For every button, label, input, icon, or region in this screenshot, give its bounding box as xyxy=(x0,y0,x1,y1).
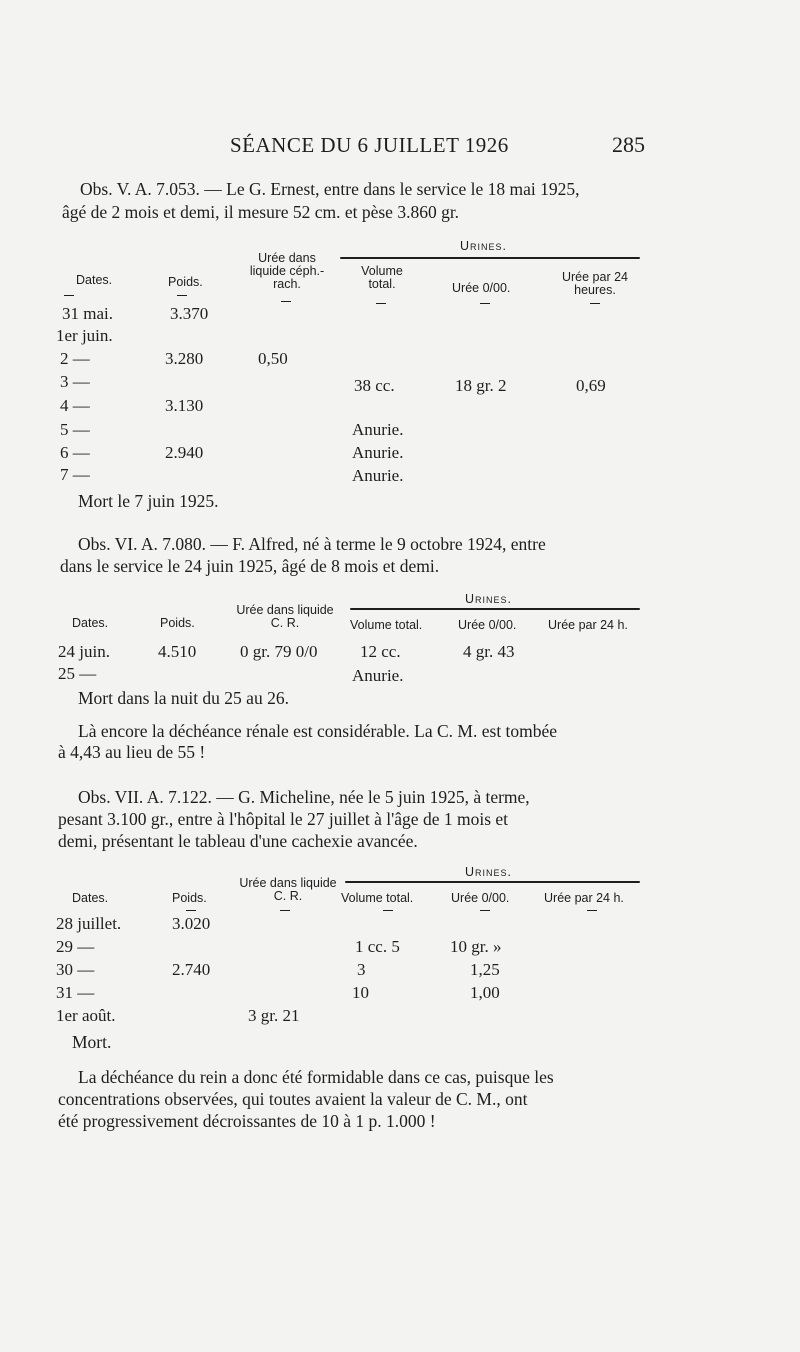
obs5-dash xyxy=(64,295,74,296)
obs5-row-volume: 38 cc. xyxy=(354,376,395,395)
obs5-row-lcr: 0,50 xyxy=(258,349,288,368)
obs5-row-uree-24h: 0,69 xyxy=(576,376,606,395)
obs6-col-uree-lcr: Urée dans liquide C. R. xyxy=(236,603,334,630)
obs5-row-poids: 3.280 xyxy=(165,349,204,368)
obs5-row-poids: 2.940 xyxy=(165,443,204,462)
obs6-intro-line1: Obs. VI. A. 7.080. — F. Alfred, né à terme le 9 octobre 1924, entre xyxy=(78,534,546,554)
obs7-row-uree-pm: 1,00 xyxy=(470,983,500,1002)
obs6-row-volume: 12 cc. xyxy=(360,642,401,661)
obs6-row-date: 24 juin. xyxy=(58,642,110,661)
obs6-row-poids: 4.510 xyxy=(158,642,197,661)
obs5-row-date: 1er juin. xyxy=(56,326,113,345)
remark-line2: à 4,43 au lieu de 55 ! xyxy=(58,742,206,762)
obs7-dash xyxy=(383,910,393,911)
obs7-col-uree-lcr: Urée dans liquide C. R. xyxy=(239,876,337,903)
obs7-dash xyxy=(186,910,196,911)
obs7-dash xyxy=(587,910,597,911)
obs6-row-date: 25 — xyxy=(58,664,97,683)
obs6-intro-line2: dans le service le 24 juin 1925, âgé de 8 mois et demi. xyxy=(60,556,440,576)
obs5-footer: Mort le 7 juin 1925. xyxy=(78,491,219,511)
obs5-dash xyxy=(281,301,291,302)
obs7-row-date: 30 — xyxy=(56,960,95,979)
obs5-row-date: 6 — xyxy=(60,443,90,462)
obs6-urines-brace xyxy=(350,608,640,610)
obs7-dash xyxy=(480,910,490,911)
obs7-row-date: 28 juillet. xyxy=(56,914,122,933)
obs5-row-poids: 3.370 xyxy=(170,304,209,323)
obs7-dash xyxy=(280,910,290,911)
obs5-row-date: 5 — xyxy=(60,420,90,439)
obs5-col-uree-lcr: Urée dans liquide céph.-rach. xyxy=(249,251,325,291)
obs5-row-date: 4 — xyxy=(60,396,90,415)
obs7-row-volume: 1 cc. 5 xyxy=(355,937,400,956)
obs5-dash xyxy=(480,303,490,304)
obs5-col-uree-pm: Urée 0/00. xyxy=(452,281,511,295)
obs5-row-volume: Anurie. xyxy=(352,443,404,462)
obs7-col-uree-24h: Urée par 24 h. xyxy=(544,891,624,905)
obs7-footer: Mort. xyxy=(72,1032,112,1052)
obs7-row-lcr: 3 gr. 21 xyxy=(248,1006,300,1025)
obs5-dash xyxy=(590,303,600,304)
obs7-row-poids: 2.740 xyxy=(172,960,211,979)
obs7-col-volume: Volume total. xyxy=(341,891,414,905)
remark-line1: Là encore la déchéance rénale est considérable. La C. M. est tombée xyxy=(78,721,558,741)
obs5-dash xyxy=(177,295,187,296)
obs6-row-volume: Anurie. xyxy=(352,666,404,685)
obs5-row-date: 3 — xyxy=(60,372,90,391)
obs5-col-uree-24h: Urée par 24 heures. xyxy=(561,270,628,297)
running-head: SÉANCE DU 6 JUILLET 1926 xyxy=(230,133,509,157)
obs5-col-poids: Poids. xyxy=(168,275,203,289)
obs7-row-date: 29 — xyxy=(56,937,95,956)
obs7-urines-header: Urines. xyxy=(465,865,513,879)
obs6-col-dates: Dates. xyxy=(72,616,109,630)
page-number: 285 xyxy=(612,132,645,157)
obs7-col-dates: Dates. xyxy=(72,891,109,905)
conclusion-line2: concentrations observées, qui toutes avaient la valeur de C. M., ont xyxy=(58,1089,528,1109)
obs5-row-volume: Anurie. xyxy=(352,420,404,439)
obs7-urines-brace xyxy=(345,881,640,883)
obs7-intro-line2: pesant 3.100 gr., entre à l'hôpital le 27 juillet à l'âge de 1 mois et xyxy=(58,809,509,829)
obs5-row-date: 31 mai. xyxy=(62,304,113,323)
obs6-col-poids: Poids. xyxy=(160,616,195,630)
obs5-intro-line1: Obs. V. A. 7.053. — Le G. Ernest, entre dans le service le 18 mai 1925, xyxy=(80,179,580,199)
obs5-row-volume: Anurie. xyxy=(352,466,404,485)
obs6-col-volume: Volume total. xyxy=(350,618,423,632)
obs7-intro-line1: Obs. VII. A. 7.122. — G. Micheline, née le 5 juin 1925, à terme, xyxy=(78,787,530,807)
obs5-urines-header: Urines. xyxy=(460,239,508,253)
obs5-col-dates: Dates. xyxy=(76,273,113,287)
obs7-col-uree-pm: Urée 0/00. xyxy=(451,891,510,905)
obs7-row-date: 1er août. xyxy=(56,1006,116,1025)
obs7-row-volume: 10 xyxy=(352,983,369,1002)
obs7-row-poids: 3.020 xyxy=(172,914,211,933)
obs7-intro-line3: demi, présentant le tableau d'une cachexie avancée. xyxy=(58,831,418,851)
obs5-col-volume: Volume total. xyxy=(361,264,403,291)
conclusion-line3: été progressivement décroissantes de 10 à 1 p. 1.000 ! xyxy=(58,1111,436,1131)
obs5-intro-line2: âgé de 2 mois et demi, il mesure 52 cm. et pèse 3.860 gr. xyxy=(62,202,460,222)
obs6-row-lcr: 0 gr. 79 0/0 xyxy=(240,642,318,661)
obs5-row-date: 2 — xyxy=(60,349,90,368)
obs7-row-uree-pm: 1,25 xyxy=(470,960,500,979)
obs5-dash xyxy=(376,303,386,304)
obs6-col-uree-24h: Urée par 24 h. xyxy=(548,618,628,632)
obs5-row-poids: 3.130 xyxy=(165,396,204,415)
obs7-col-poids: Poids. xyxy=(172,891,207,905)
obs6-col-uree-pm: Urée 0/00. xyxy=(458,618,517,632)
obs5-urines-brace xyxy=(340,257,640,259)
obs5-row-uree-pm: 18 gr. 2 xyxy=(455,376,507,395)
obs6-urines-header: Urines. xyxy=(465,592,513,606)
obs7-row-date: 31 — xyxy=(56,983,95,1002)
obs5-row-date: 7 — xyxy=(60,465,90,484)
obs7-row-volume: 3 xyxy=(357,960,366,979)
obs6-row-uree-pm: 4 gr. 43 xyxy=(463,642,515,661)
obs6-footer: Mort dans la nuit du 25 au 26. xyxy=(78,688,289,708)
obs7-row-uree-pm: 10 gr. » xyxy=(450,937,502,956)
conclusion-line1: La déchéance du rein a donc été formidable dans ce cas, puisque les xyxy=(78,1067,554,1087)
